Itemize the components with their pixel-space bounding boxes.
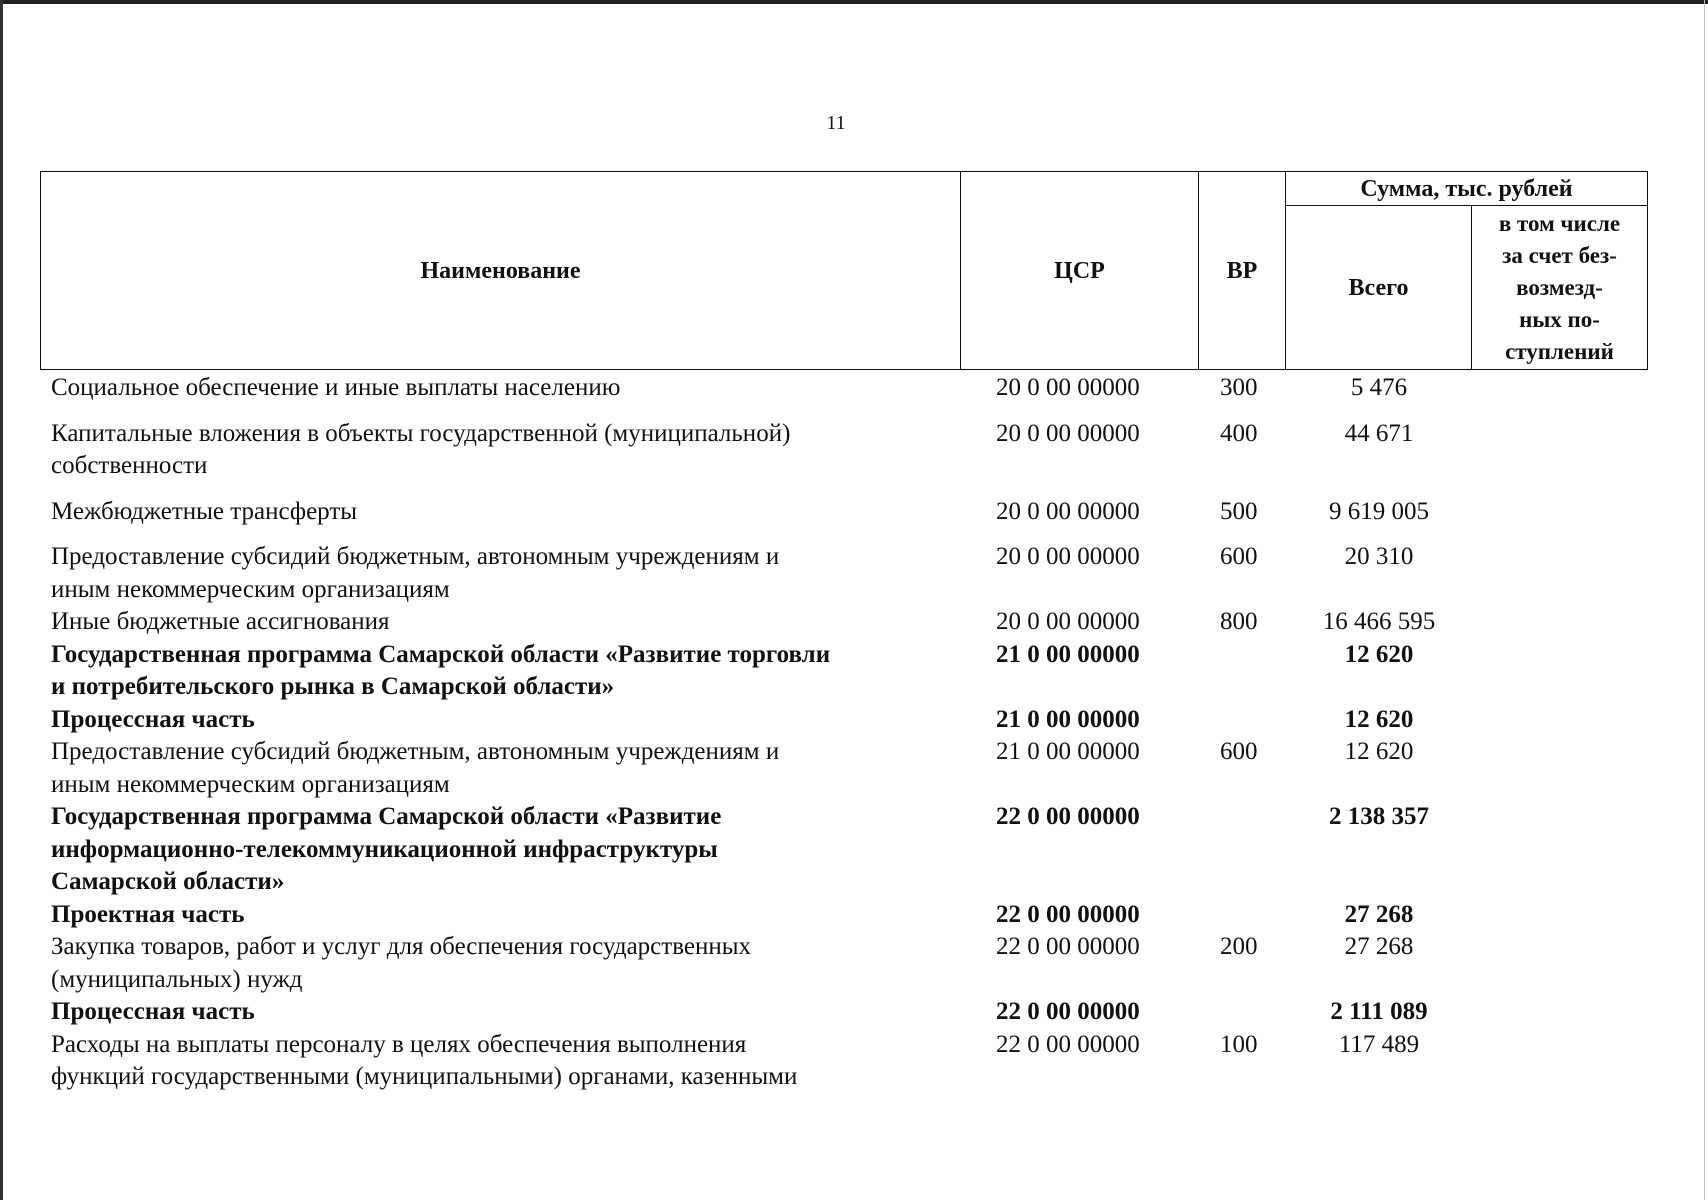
row-csr: 20 0 00 00000 xyxy=(996,497,1140,525)
header-including-line: за счет без- xyxy=(1502,242,1617,268)
header-csr: ЦСР xyxy=(961,172,1199,370)
row-name xyxy=(51,541,951,606)
row-name-line: Предоставление субсидий бюджетным, автономным учреждениям и xyxy=(51,738,780,765)
table-row xyxy=(0,606,1708,639)
row-name-line: информационно-телекоммуникационной инфраструктуры xyxy=(51,835,718,863)
header-including-line: ступлений xyxy=(1505,338,1614,364)
row-spacer xyxy=(0,405,1708,418)
row-vr: 100 xyxy=(1220,1030,1258,1058)
row-total: 12 620 xyxy=(1344,640,1414,668)
header-including-line: ных по- xyxy=(1519,306,1600,332)
row-spacer xyxy=(0,528,1708,541)
row-name xyxy=(51,418,951,483)
row-name xyxy=(51,996,951,1029)
header-sum-title: Сумма, тыс. рублей xyxy=(1286,172,1648,206)
page-number: 11 xyxy=(826,112,846,134)
table-row xyxy=(0,541,1708,606)
header-vr: ВР xyxy=(1199,172,1286,370)
row-total: 12 620 xyxy=(1344,738,1414,765)
row-name xyxy=(51,372,951,405)
row-name xyxy=(51,736,951,801)
row-total: 2 111 089 xyxy=(1330,998,1428,1025)
row-name-line: Социальное обеспечение и иные выплаты населению xyxy=(51,374,621,401)
row-total: 2 138 357 xyxy=(1329,803,1429,830)
table-row xyxy=(0,1029,1708,1094)
row-name-line: Закупка товаров, работ и услуг для обеспечения государственных xyxy=(51,933,752,960)
table-row xyxy=(0,639,1708,704)
table-row xyxy=(0,736,1708,801)
row-name xyxy=(51,931,951,996)
row-name-line: иным некоммерческим организациям xyxy=(51,575,450,603)
header-including-line: в том числе xyxy=(1498,210,1621,236)
table-row xyxy=(0,801,1708,899)
row-total: 20 310 xyxy=(1344,543,1414,570)
row-name-line: Проектная часть xyxy=(51,900,245,928)
row-name-line: Государственная программа Самарской области «Развитие xyxy=(51,803,722,830)
table-row xyxy=(0,372,1708,405)
row-name xyxy=(51,899,951,932)
row-total: 12 620 xyxy=(1344,705,1414,733)
row-vr: 300 xyxy=(1220,374,1258,401)
row-name-line: Предоставление субсидий бюджетным, автономным учреждениям и xyxy=(51,543,780,570)
header-including xyxy=(1472,206,1648,370)
row-total: 5 476 xyxy=(1350,374,1408,401)
row-name xyxy=(51,1029,951,1094)
row-vr: 600 xyxy=(1220,738,1258,765)
table-row xyxy=(0,704,1708,737)
row-name-line: функций государственными (муниципальными) органами, казенными xyxy=(51,1063,798,1090)
row-csr: 20 0 00 00000 xyxy=(996,419,1140,447)
row-csr: 21 0 00 00000 xyxy=(996,738,1140,765)
table-row xyxy=(0,996,1708,1029)
row-name-line: иным некоммерческим организациям xyxy=(51,770,450,798)
row-csr: 20 0 00 00000 xyxy=(996,608,1140,635)
header-including-line: возмезд- xyxy=(1516,274,1603,300)
row-name-line: Процессная часть xyxy=(51,705,255,733)
table-row xyxy=(0,931,1708,996)
row-vr: 800 xyxy=(1220,608,1258,635)
row-name xyxy=(51,639,951,704)
row-name xyxy=(51,801,951,899)
table-row xyxy=(0,899,1708,932)
header-total: Всего xyxy=(1286,206,1472,370)
row-total: 44 671 xyxy=(1344,419,1414,447)
row-name-line: (муниципальных) нужд xyxy=(51,965,303,993)
row-name xyxy=(51,496,951,529)
row-vr: 600 xyxy=(1220,543,1258,570)
row-name-line: и потребительского рынка в Самарской области» xyxy=(51,673,615,700)
row-csr: 22 0 00 00000 xyxy=(996,803,1140,830)
row-csr: 22 0 00 00000 xyxy=(996,1030,1140,1058)
row-total: 9 619 005 xyxy=(1329,497,1429,525)
row-total: 27 268 xyxy=(1344,933,1414,960)
row-csr: 20 0 00 00000 xyxy=(996,543,1140,570)
row-name-line: Капитальные вложения в объекты государственной (муниципальной) xyxy=(51,419,791,447)
table-row xyxy=(0,496,1708,529)
row-total: 16 466 595 xyxy=(1322,608,1436,635)
row-total: 27 268 xyxy=(1344,900,1414,928)
table-header xyxy=(40,171,1648,370)
table-row xyxy=(0,418,1708,483)
row-name-line: собственности xyxy=(51,452,208,479)
row-csr: 22 0 00 00000 xyxy=(996,933,1140,960)
row-vr: 400 xyxy=(1220,419,1258,447)
row-name-line: Государственная программа Самарской области «Развитие торговли xyxy=(51,640,831,668)
row-vr: 500 xyxy=(1220,497,1258,525)
row-csr: 22 0 00 00000 xyxy=(996,900,1140,928)
row-vr: 200 xyxy=(1220,933,1258,960)
row-total: 117 489 xyxy=(1338,1030,1420,1058)
row-name-line: Процессная часть xyxy=(51,998,255,1025)
page-frame-top xyxy=(0,0,1708,4)
row-csr: 22 0 00 00000 xyxy=(996,998,1140,1025)
header-name: Наименование xyxy=(41,172,961,370)
row-name xyxy=(51,704,951,737)
row-name-line: Межбюджетные трансферты xyxy=(51,497,358,525)
row-csr: 20 0 00 00000 xyxy=(996,374,1140,401)
row-csr: 21 0 00 00000 xyxy=(996,640,1140,668)
row-spacer xyxy=(0,483,1708,496)
row-name-line: Иные бюджетные ассигнования xyxy=(51,608,390,635)
row-csr: 21 0 00 00000 xyxy=(996,705,1140,733)
row-name-line: Расходы на выплаты персоналу в целях обеспечения выполнения xyxy=(51,1030,747,1058)
table-body xyxy=(0,372,1708,1094)
row-name-line: Самарской области» xyxy=(51,868,285,895)
row-name xyxy=(51,606,951,639)
